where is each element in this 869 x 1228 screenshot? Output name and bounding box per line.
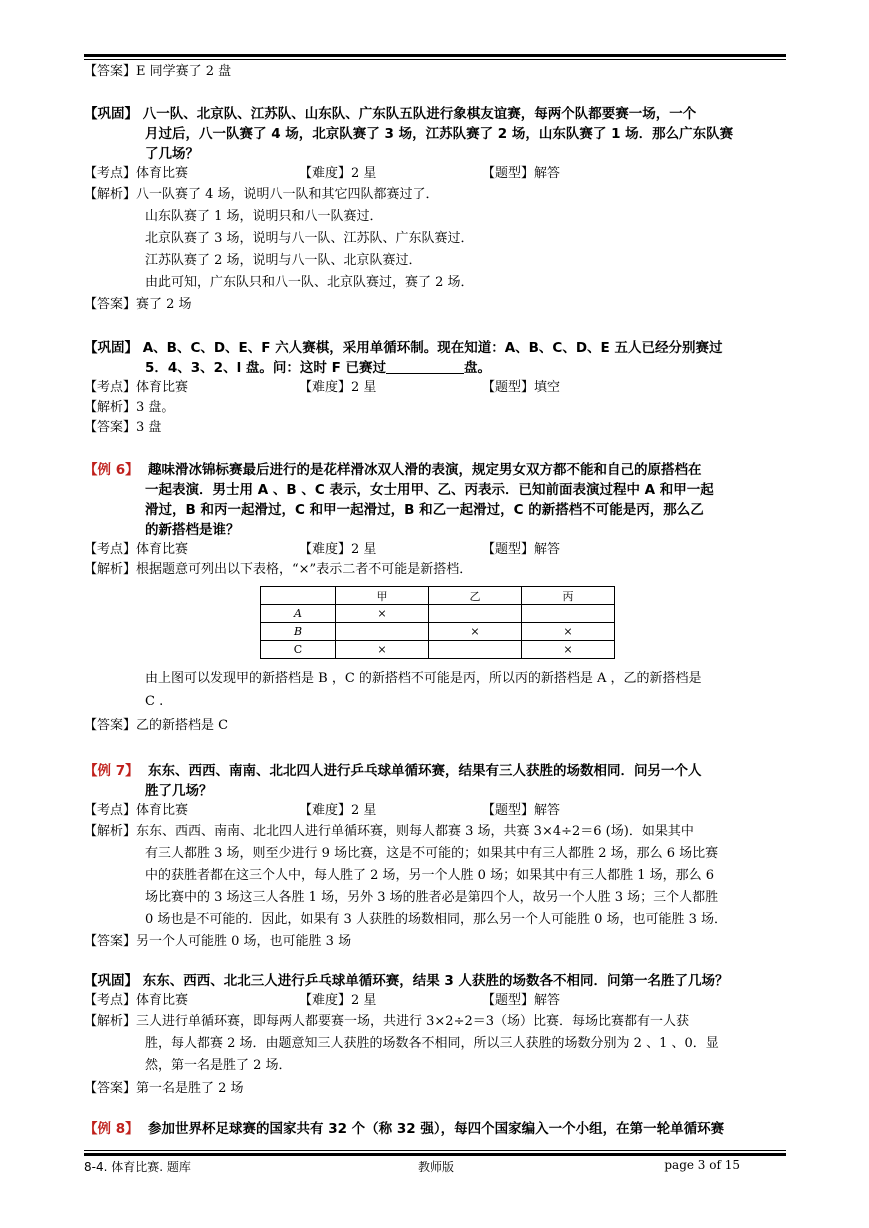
meta-row: [84, 540, 788, 560]
difficulty-label: 【难度】: [299, 166, 352, 181]
answer-label: 【答案】: [84, 718, 137, 733]
answer-line: [84, 713, 788, 739]
answer-label: 【答案】: [84, 934, 137, 949]
table-cell: B: [261, 623, 336, 641]
point-label: 【考点】: [84, 803, 137, 818]
consolidate-2: [84, 338, 788, 438]
answer-line: [84, 62, 788, 82]
analysis-label: 【解析】: [84, 187, 137, 202]
table-cell: [429, 605, 522, 623]
answer-text: 赛了 2 场: [136, 297, 192, 312]
meta-row: [84, 991, 788, 1011]
analysis-line: [84, 821, 788, 843]
table-cell: ×: [336, 641, 429, 659]
answer-text: 第一名是胜了 2 场: [136, 1081, 244, 1096]
question-line: [84, 971, 788, 991]
question-text: 参加世界杯足球赛的国家共有 32 个（称 32 强），每四个国家编入一个小组，在第一轮单循环赛: [148, 1121, 725, 1137]
meta-row: [84, 801, 788, 821]
analysis-line: 由上图可以发现甲的新搭档是 B ，C 的新搭档不可能是丙，所以丙的新搭档是 A ，乙的新搭档是: [145, 671, 702, 686]
analysis-text: 3 盘。: [136, 400, 175, 415]
type-label: 【题型】: [482, 380, 535, 395]
type-value: 解答: [534, 803, 561, 818]
difficulty-label: 【难度】: [299, 803, 352, 818]
analysis-line: C .: [145, 694, 164, 709]
table-cell: 丙: [522, 587, 615, 605]
analysis-line: 中的获胜者都在这三个人中，每人胜了 2 场，另一个人胜 0 场；如果其中有三人都胜 1 场，那么 6: [145, 868, 715, 883]
answer-label: 【答案】: [84, 420, 137, 435]
table-cell: C: [261, 641, 336, 659]
type-value: 填空: [534, 380, 561, 395]
answer-text: E 同学赛了 2 盘: [136, 64, 232, 79]
example-8: [84, 1119, 788, 1139]
table-cell: ×: [522, 641, 615, 659]
table-cell: 乙: [429, 587, 522, 605]
difficulty-value: 2 星: [351, 542, 377, 557]
analysis-line: 场比赛中的 3 场这三人各胜 1 场，另外 3 场的胜者必是第四个人，故另一个人胜 3 场；三个人都胜: [145, 890, 719, 905]
type-value: 解答: [534, 166, 561, 181]
type-label: 【题型】: [482, 542, 535, 557]
analysis-line: 0 场也是不可能的．因此，如果有 3 人获胜的场数相同，那么另一个人可能胜 0 场，也可能胜 3 场．: [145, 912, 728, 927]
table-row: [261, 623, 615, 641]
question-line: [84, 104, 788, 124]
question-line: [84, 338, 788, 358]
fill-blank[interactable]: [386, 360, 464, 374]
consolidate-label: 【巩固】: [84, 106, 138, 122]
difficulty-label: 【难度】: [299, 542, 352, 557]
meta-row: [84, 378, 788, 398]
analysis-line: [84, 1011, 788, 1033]
difficulty-value: 2 星: [351, 380, 377, 395]
analysis-line: [84, 184, 788, 206]
question-text: 5．4、3、2、l 盘。问：这时 F 已赛过: [145, 360, 387, 376]
answer-line: [84, 931, 788, 953]
page-number: page 3 of 15: [664, 1158, 740, 1172]
example-label: 【例 6】: [84, 462, 139, 478]
meta-row: [84, 164, 788, 184]
question-text: 八一队、北京队、江苏队、山东队、广东队五队进行象棋友谊赛，每两个队都要赛一场，一个: [142, 106, 697, 122]
type-label: 【题型】: [482, 993, 535, 1008]
footer-rule-thick: [84, 1153, 786, 1156]
example-label: 【例 8】: [84, 1121, 139, 1137]
difficulty-label: 【难度】: [299, 380, 352, 395]
point-label: 【考点】: [84, 380, 137, 395]
answer-text: 另一个人可能胜 0 场，也可能胜 3 场: [136, 934, 352, 949]
answer-text: 乙的新搭档是 C: [136, 718, 229, 733]
question-line: 滑过，B 和丙一起滑过，C 和甲一起滑过，B 和乙一起滑过，C 的新搭档不可能是丙，那么乙: [145, 502, 704, 518]
table-header-row: [261, 587, 615, 605]
analysis-line: 北京队赛了 3 场，说明与八一队、江苏队、广东队赛过．: [145, 231, 474, 246]
table-cell: 甲: [336, 587, 429, 605]
analysis-text: 东东、西西、南南、北北四人进行单循环赛，则每人都赛 3 场，共赛 3×4÷2＝6 (场)．如果其中: [136, 824, 694, 839]
table-cell: ×: [522, 623, 615, 641]
analysis-label: 【解析】: [84, 400, 137, 415]
table-row: [261, 641, 615, 659]
table-row: [261, 605, 615, 623]
difficulty-value: 2 星: [351, 803, 377, 818]
question-line: [84, 761, 788, 781]
answer-label: 【答案】: [84, 64, 137, 79]
example-6: [84, 460, 788, 739]
point-label: 【考点】: [84, 542, 137, 557]
table-cell: [429, 641, 522, 659]
table-cell: [522, 605, 615, 623]
analysis-line: [84, 560, 788, 580]
footer-chapter: 8-4. 体育比赛. 题库: [84, 1160, 191, 1174]
question-line: [84, 460, 788, 480]
question-text: 东东、西西、南南、北北四人进行乒乓球单循环赛，结果有三人获胜的场数相同．问另一个人: [148, 763, 702, 779]
question-line: 的新搭档是谁？: [145, 522, 240, 538]
question-line: 一起表演．男士用 A 、B 、C 表示，女士用甲、乙、丙表示．已知前面表演过程中 A 和甲一起: [145, 482, 714, 498]
type-label: 【题型】: [482, 803, 535, 818]
example-7: [84, 761, 788, 953]
analysis-line: 胜，每人都赛 2 场．由题意知三人获胜的场数各不相同，所以三人获胜的场数分别为 2 、1 、0．显: [145, 1036, 719, 1051]
difficulty-value: 2 星: [351, 166, 377, 181]
consolidate-1: [84, 104, 788, 316]
analysis-label: 【解析】: [84, 1014, 137, 1029]
answer-line: [84, 1077, 788, 1101]
table-cell: A: [261, 605, 336, 623]
type-label: 【题型】: [482, 166, 535, 181]
answer-line: [84, 294, 788, 316]
question-line: 了几场？: [145, 146, 199, 162]
analysis-line: 然，第一名是胜了 2 场．: [145, 1058, 292, 1073]
page-content: [84, 62, 788, 1139]
table-cell: ×: [336, 605, 429, 623]
analysis-line: [84, 398, 788, 418]
analysis-text: 三人进行单循环赛，即每两人都要赛一场，共进行 3×2÷2＝3（场）比赛．每场比赛都有一人获: [136, 1014, 690, 1029]
question-text: 趣味滑冰锦标赛最后进行的是花样滑冰双人滑的表演，规定男女双方都不能和自己的原搭档在: [148, 462, 702, 478]
question-text: 盘。: [464, 360, 492, 376]
consolidate-label: 【巩固】: [84, 340, 138, 356]
consolidate-3: [84, 971, 788, 1101]
answer-label: 【答案】: [84, 297, 137, 312]
analysis-line: 由此可知，广东队只和八一队、北京队赛过，赛了 2 场．: [145, 275, 474, 290]
type-value: 解答: [534, 542, 561, 557]
example-label: 【例 7】: [84, 763, 139, 779]
footer-rule-thin: [84, 1150, 786, 1151]
point-label: 【考点】: [84, 993, 137, 1008]
question-line: 胜了几场？: [145, 783, 213, 799]
table-cell: [336, 623, 429, 641]
point-label: 【考点】: [84, 166, 137, 181]
question-text: 东东、西西、北北三人进行乒乓球单循环赛，结果 3 人获胜的场数各不相同．问第一名胜了几场？: [142, 973, 729, 989]
type-value: 解答: [534, 993, 561, 1008]
analysis-line: 山东队赛了 1 场，说明只和八一队赛过．: [145, 209, 383, 224]
point-value: 体育比赛: [136, 542, 189, 557]
question-line: [84, 358, 788, 378]
question-text: A、B、C、D、E、F 六人赛棋，采用单循环制。现在知道：A、B、C、D、E 五人已经分别赛过: [142, 340, 723, 356]
table-cell: [261, 587, 336, 605]
analysis-label: 【解析】: [84, 824, 137, 839]
analysis-text: 根据题意可列出以下表格，“×”表示二者不可能是新搭档．: [136, 562, 473, 577]
header-rule-thin: [84, 59, 786, 60]
point-value: 体育比赛: [136, 166, 189, 181]
point-value: 体育比赛: [136, 380, 189, 395]
consolidate-label: 【巩固】: [84, 973, 138, 989]
analysis-label: 【解析】: [84, 562, 137, 577]
header-rule-thick: [84, 54, 786, 57]
answer-line: [84, 418, 788, 438]
answer-label: 【答案】: [84, 1081, 137, 1096]
analysis-line: 江苏队赛了 2 场，说明与八一队、北京队赛过．: [145, 253, 422, 268]
point-value: 体育比赛: [136, 993, 189, 1008]
answer-text: 3 盘: [136, 420, 162, 435]
table-cell: ×: [429, 623, 522, 641]
question-line: [84, 1119, 788, 1139]
partner-table: [260, 586, 615, 659]
question-line: 月过后，八一队赛了 4 场，北京队赛了 3 场，江苏队赛了 2 场，山东队赛了 1 场．那么广东队赛: [145, 126, 734, 142]
difficulty-value: 2 星: [351, 993, 377, 1008]
difficulty-label: 【难度】: [299, 993, 352, 1008]
analysis-line: 有三人都胜 3 场，则至少进行 9 场比赛，这是不可能的；如果其中有三人都胜 2 场，那么 6 场比赛: [145, 846, 719, 861]
point-value: 体育比赛: [136, 803, 189, 818]
footer-edition: 教师版: [418, 1160, 455, 1174]
analysis-text: 八一队赛了 4 场，说明八一队和其它四队都赛过了．: [136, 187, 439, 202]
